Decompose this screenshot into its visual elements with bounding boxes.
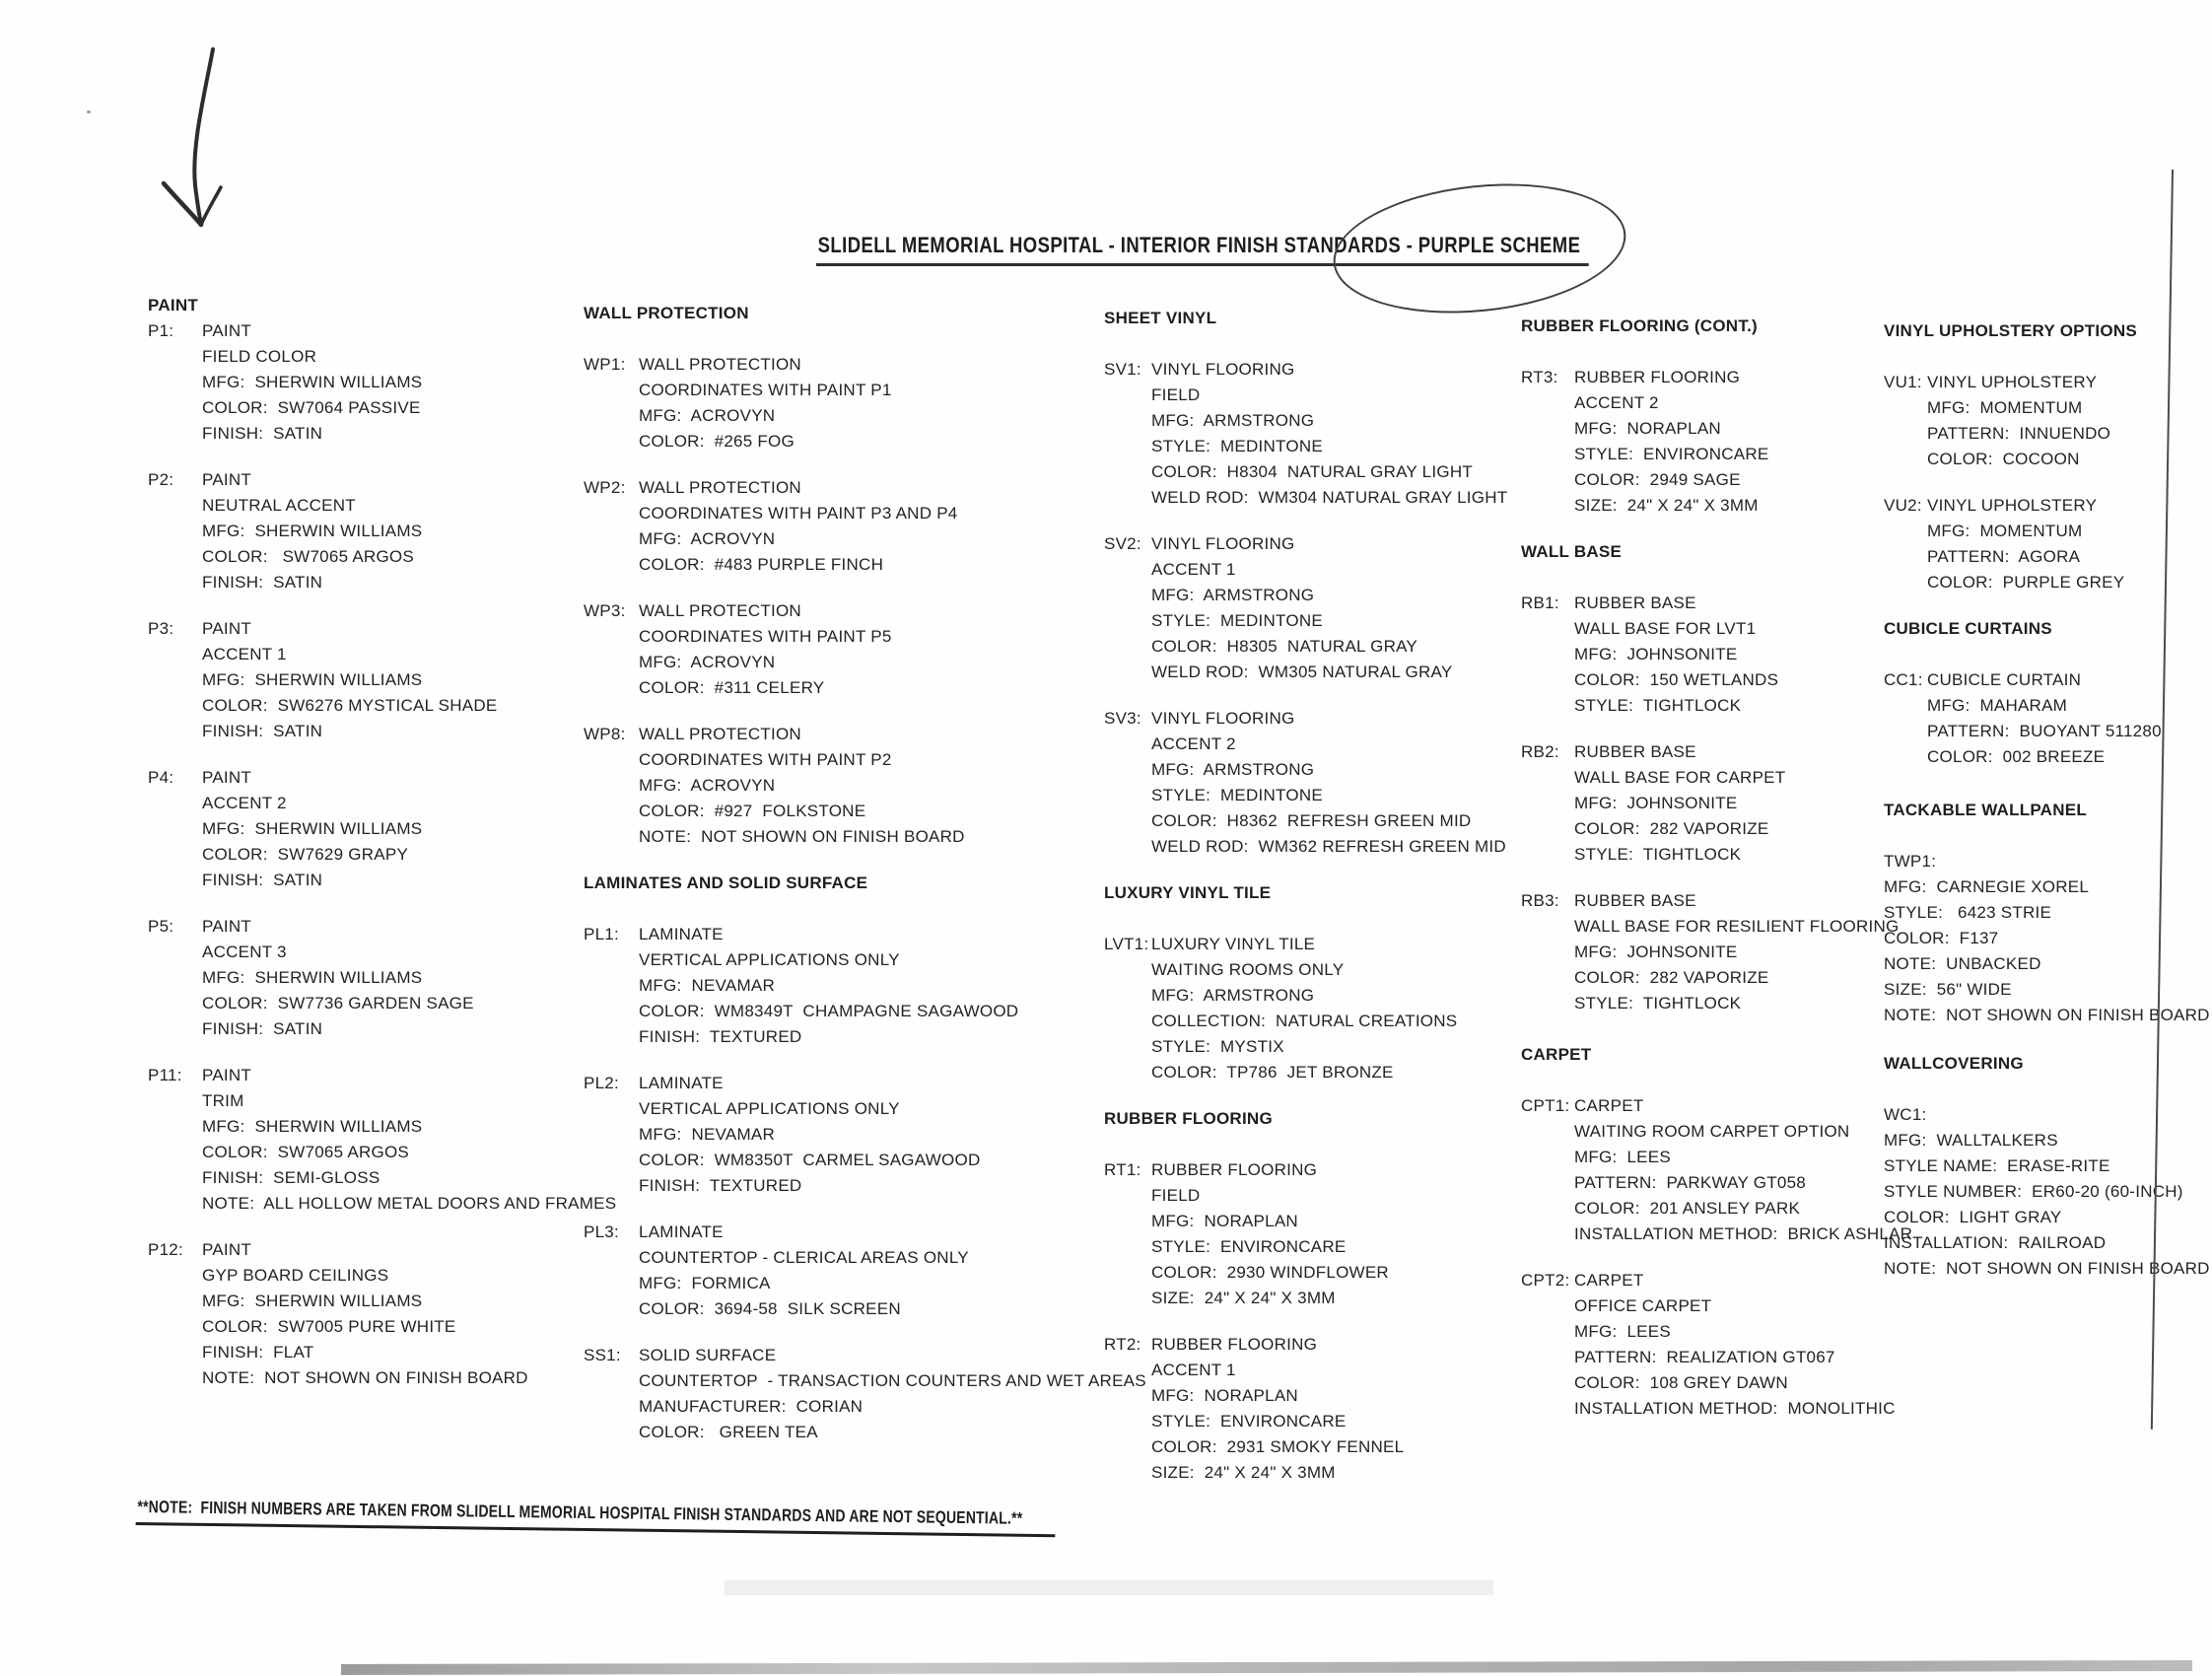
item-line: ACCENT 3 [202,943,287,961]
item-line: COLOR: SW7629 GRAPY [202,845,409,864]
spec-column [1521,314,1935,1442]
item-line: NOTE: NOT SHOWN ON FINISH BOARD [1884,1259,2210,1278]
spec-item [1884,493,2211,595]
item-line: WALL PROTECTION [639,725,801,743]
item-line: RUBBER BASE [1574,742,1696,761]
section-heading: WALL BASE [1521,542,1623,561]
item-line: MFG: SHERWIN WILLIAMS [202,968,423,987]
spec-item [1104,706,1565,860]
item-line: ACCENT 2 [1574,393,1659,412]
item-line: COLOR: 2949 SAGE [1574,470,1741,489]
item-lines [1927,493,2211,595]
item-line: FINISH: TEXTURED [639,1176,802,1195]
item-id: WP8: [584,725,626,743]
spec-item [148,318,626,447]
item-line: STYLE: TIGHTLOCK [1574,696,1742,715]
item-lines [639,722,1081,850]
spec-item [148,1063,626,1217]
spec-item [148,914,626,1042]
spec-item [148,765,626,893]
spec-section [1884,318,2211,595]
item-id: CC1: [1884,670,1923,689]
spec-item [1104,932,1565,1085]
item-lines [639,922,1081,1050]
item-id: P12: [148,1240,183,1259]
section-heading: CARPET [1521,1045,1592,1064]
item-lines [1151,1332,1565,1486]
item-line: STYLE: MYSTIX [1151,1037,1284,1056]
item-line: PATTERN: REALIZATION GT067 [1574,1348,1835,1366]
item-line: COLOR: 150 WETLANDS [1574,670,1779,689]
item-lines [1151,932,1565,1085]
item-id: PL3: [584,1222,619,1241]
spec-section [1104,306,1565,860]
item-line: MFG: ARMSTRONG [1151,986,1315,1005]
item-line: STYLE: TIGHTLOCK [1574,994,1742,1013]
spec-item [1884,370,2211,472]
item-line: FINISH: SATIN [202,424,323,443]
item-line: PAINT [202,619,252,638]
item-line: COLOR: #483 PURPLE FINCH [639,555,884,574]
spec-item [1521,1093,1935,1247]
item-line: COLOR: 282 VAPORIZE [1574,819,1769,838]
item-line: COLOR: 282 VAPORIZE [1574,968,1769,987]
item-line: STYLE NUMBER: ER60-20 (60-INCH) [1884,1182,2183,1201]
section-heading: RUBBER FLOORING (CONT.) [1521,316,1758,335]
item-line: COLOR: SW6276 MYSTICAL SHADE [202,696,498,715]
item-id: CPT2: [1521,1271,1570,1290]
item-line: COLOR: 2930 WINDFLOWER [1151,1263,1389,1282]
item-line: MFG: WALLTALKERS [1884,1131,2058,1150]
spec-item [584,1071,1081,1199]
item-line: SOLID SURFACE [639,1346,777,1364]
item-line: WELD ROD: WM305 NATURAL GRAY [1151,663,1453,681]
item-line: WAITING ROOMS ONLY [1151,960,1345,979]
item-line: COLOR: GREEN TEA [639,1423,818,1441]
spec-section [1104,1106,1565,1486]
item-line: COLOR: WM8349T CHAMPAGNE SAGAWOOD [639,1002,1019,1020]
section-heading: PAINT [148,296,198,314]
item-line: LAMINATE [639,1074,724,1092]
item-line: STYLE: 6423 STRIE [1884,903,2052,922]
item-line: RUBBER FLOORING [1151,1335,1318,1354]
item-line: VERTICAL APPLICATIONS ONLY [639,1099,900,1118]
item-id: WP1: [584,355,626,374]
item-line: NOTE: NOT SHOWN ON FINISH BOARD [202,1368,528,1387]
item-line: WALL PROTECTION [639,478,801,497]
item-line: STYLE: MEDINTONE [1151,611,1323,630]
spec-item [1104,357,1565,511]
item-line: COLOR: 3694-58 SILK SCREEN [639,1299,901,1318]
item-line: PATTERN: BUOYANT 511280 [1927,722,2162,740]
spec-section [1104,880,1565,1085]
spec-column [1104,306,1565,1506]
item-line: ACCENT 1 [1151,1361,1236,1379]
item-id: SV1: [1104,360,1141,379]
item-line: COUNTERTOP - TRANSACTION COUNTERS AND WET AREAS [639,1371,1146,1390]
item-line: MFG: LEES [1574,1322,1671,1341]
spec-section [1884,1051,2211,1282]
item-line: PAINT [202,321,252,340]
item-line: COORDINATES WITH PAINT P5 [639,627,892,646]
item-line: MFG: ARMSTRONG [1151,411,1315,430]
item-line: COLOR: F137 [1884,929,1999,947]
item-lines [1151,357,1565,511]
section-heading: RUBBER FLOORING [1104,1109,1273,1128]
item-lines [1574,1268,1935,1422]
item-lines [639,598,1081,701]
item-id: TWP1: [1884,852,1937,871]
item-lines [202,765,626,893]
item-line: COLOR: PURPLE GREY [1927,573,2125,592]
item-line: MFG: JOHNSONITE [1574,943,1738,961]
item-lines [1574,1093,1935,1247]
item-lines [639,1343,1146,1445]
item-lines [202,1063,626,1217]
item-lines [202,914,626,1042]
item-line: ACCENT 1 [202,645,287,663]
item-line: WALL BASE FOR CARPET [1574,768,1786,787]
spec-section [148,293,626,1391]
item-lines [1151,531,1565,685]
item-line: GYP BOARD CEILINGS [202,1266,389,1285]
spec-section [584,301,1081,850]
item-id: P5: [148,917,174,936]
spec-item [148,1237,626,1391]
spec-item [1521,1268,1935,1422]
spec-item [584,1220,1081,1322]
section-heading: SHEET VINYL [1104,309,1217,327]
item-line: LAMINATE [639,925,724,943]
item-id: P1: [148,321,174,340]
item-line: MFG: ACROVYN [639,406,776,425]
item-line: WALL PROTECTION [639,355,801,374]
item-line: COLOR: SW7065 ARGOS [202,1143,410,1161]
item-line: MFG: MOMENTUM [1927,398,2083,417]
item-line: MFG: JOHNSONITE [1574,645,1738,663]
item-line: WAITING ROOM CARPET OPTION [1574,1122,1850,1141]
item-id: RT1: [1104,1160,1141,1179]
item-line: MFG: MAHARAM [1927,696,2068,715]
item-line: MFG: SHERWIN WILLIAMS [202,522,423,540]
item-line: PAINT [202,1240,252,1259]
item-line: PAINT [202,917,252,936]
item-line: VERTICAL APPLICATIONS ONLY [639,950,900,969]
spec-item [1104,531,1565,685]
item-line: WALL BASE FOR LVT1 [1574,619,1757,638]
item-line: PATTERN: PARKWAY GT058 [1574,1173,1806,1192]
item-line: MFG: ACROVYN [639,529,776,548]
item-line: FINISH: SATIN [202,871,323,889]
item-line: WALL BASE FOR RESILIENT FLOORING [1574,917,1900,936]
item-id: RB3: [1521,891,1559,910]
item-line: CARPET [1574,1271,1644,1290]
item-line: FINISH: SATIN [202,722,323,740]
spec-item [584,722,1081,850]
item-line: MFG: CARNEGIE XOREL [1884,877,2090,896]
item-lines [1884,1128,2211,1282]
item-id: WP2: [584,478,626,497]
section-heading: WALL PROTECTION [584,304,749,322]
item-line: LUXURY VINYL TILE [1151,935,1316,953]
item-line: COLOR: COCOON [1927,450,2080,468]
item-line: MFG: LEES [1574,1148,1671,1166]
item-line: VINYL UPHOLSTERY [1927,496,2098,515]
section-heading: LAMINATES AND SOLID SURFACE [584,873,868,892]
item-lines [639,1220,1081,1322]
item-id: LVT1: [1104,935,1149,953]
scan-band-artifact [341,1660,2192,1675]
item-line: MFG: ARMSTRONG [1151,760,1315,779]
item-line: STYLE: ENVIRONCARE [1151,1237,1347,1256]
section-heading: VINYL UPHOLSTERY OPTIONS [1884,321,2137,340]
item-id: P2: [148,470,174,489]
section-heading: WALLCOVERING [1884,1054,2024,1073]
item-line: STYLE: TIGHTLOCK [1574,845,1742,864]
item-lines [1151,706,1565,860]
item-line: MFG: SHERWIN WILLIAMS [202,1117,423,1136]
item-lines [1151,1157,1565,1311]
scan-band-artifact [725,1580,1493,1595]
item-line: OFFICE CARPET [1574,1296,1712,1315]
item-line: VINYL FLOORING [1151,534,1295,553]
spec-item [148,616,626,744]
item-line: STYLE NAME: ERASE-RITE [1884,1156,2110,1175]
item-line: COLOR: SW7736 GARDEN SAGE [202,994,474,1013]
item-line: FINISH: SATIN [202,1019,323,1038]
item-line: COLOR: H8305 NATURAL GRAY [1151,637,1418,656]
handdrawn-arrow-mark [136,37,264,244]
item-id: WC1: [1884,1105,1927,1124]
item-line: STYLE: ENVIRONCARE [1151,1412,1347,1431]
spec-item [584,598,1081,701]
item-line: COLOR: H8304 NATURAL GRAY LIGHT [1151,462,1473,481]
item-line: NOTE: NOT SHOWN ON FINISH BOARD [639,827,965,846]
item-line: COLOR: 201 ANSLEY PARK [1574,1199,1801,1218]
item-lines [202,467,626,595]
item-id: P4: [148,768,174,787]
item-line: WELD ROD: WM304 NATURAL GRAY LIGHT [1151,488,1508,507]
item-line: NOTE: ALL HOLLOW METAL DOORS AND FRAMES [202,1194,617,1213]
item-lines [1574,739,1935,868]
item-line: MFG: ARMSTRONG [1151,586,1315,604]
item-id: CPT1: [1521,1096,1570,1115]
item-line: COLOR: 108 GREY DAWN [1574,1373,1788,1392]
item-lines [1927,667,2211,770]
item-lines [202,318,626,447]
item-line: SIZE: 24" X 24" X 3MM [1151,1289,1336,1307]
item-line: COLLECTION: NATURAL CREATIONS [1151,1012,1458,1030]
item-lines [1574,888,1935,1016]
spec-section [1521,539,1935,1016]
item-line: FINISH: SEMI-GLOSS [202,1168,380,1187]
item-line: FIELD [1151,385,1201,404]
item-lines [1574,591,1935,719]
item-line: NOTE: NOT SHOWN ON FINISH BOARD [1884,1006,2210,1024]
item-line: VINYL FLOORING [1151,709,1295,728]
item-line: ACCENT 2 [1151,734,1236,753]
item-line: INSTALLATION METHOD: BRICK ASHLAR [1574,1224,1913,1243]
item-line: COORDINATES WITH PAINT P1 [639,381,892,399]
item-line: WALL PROTECTION [639,601,801,620]
item-line: PATTERN: INNUENDO [1927,424,2111,443]
item-line: RUBBER BASE [1574,891,1696,910]
item-line: MFG: SHERWIN WILLIAMS [202,373,423,391]
item-line: FINISH: TEXTURED [639,1027,802,1046]
item-line: STYLE: ENVIRONCARE [1574,445,1769,463]
spec-item [1521,888,1935,1016]
spec-item [1104,1332,1565,1486]
item-line: SIZE: 24" X 24" X 3MM [1574,496,1759,515]
item-line: MFG: ACROVYN [639,776,776,795]
scan-speck-artifact [87,110,91,113]
item-line: VINYL UPHOLSTERY [1927,373,2098,391]
item-line: INSTALLATION: RAILROAD [1884,1233,2107,1252]
item-line: COLOR: SW7065 ARGOS [202,547,414,566]
item-id: SV3: [1104,709,1141,728]
item-line: NEUTRAL ACCENT [202,496,356,515]
item-line: COLOR: TP786 JET BRONZE [1151,1063,1394,1082]
section-heading: TACKABLE WALLPANEL [1884,801,2087,819]
spec-item [584,352,1081,454]
item-line: COLOR: 2931 SMOKY FENNEL [1151,1437,1405,1456]
item-line: ACCENT 1 [1151,560,1236,579]
item-line: MFG: FORMICA [639,1274,771,1292]
item-id: SV2: [1104,534,1141,553]
item-line: LAMINATE [639,1222,724,1241]
item-line: MFG: MOMENTUM [1927,522,2083,540]
item-line: FINISH: FLAT [202,1343,314,1362]
item-line: PAINT [202,768,252,787]
item-lines [202,616,626,744]
item-id: VU2: [1884,496,1922,515]
item-line: MFG: SHERWIN WILLIAMS [202,819,423,838]
item-line: MFG: NEVAMAR [639,1125,775,1144]
section-heading: CUBICLE CURTAINS [1884,619,2052,638]
spec-item [148,467,626,595]
item-line: NOTE: UNBACKED [1884,954,2041,973]
item-line: SIZE: 56" WIDE [1884,980,2012,999]
item-line: ACCENT 2 [202,794,287,812]
item-lines [202,1237,626,1391]
spec-item [1884,1102,2211,1282]
item-line: MFG: NORAPLAN [1574,419,1721,438]
item-line: MFG: NEVAMAR [639,976,775,995]
item-lines [639,475,1081,578]
item-line: COLOR: H8362 REFRESH GREEN MID [1151,811,1472,830]
page-title: SLIDELL MEMORIAL HOSPITAL - INTERIOR FINISH STANDARDS - PURPLE SCHEME [816,233,1589,266]
item-line: COORDINATES WITH PAINT P3 AND P4 [639,504,958,523]
item-id: WP3: [584,601,626,620]
item-id: RT2: [1104,1335,1141,1354]
item-lines [639,1071,1081,1199]
item-line: VINYL FLOORING [1151,360,1295,379]
item-line: COLOR: #311 CELERY [639,678,825,697]
item-line: PATTERN: AGORA [1927,547,2081,566]
item-line: MFG: ACROVYN [639,653,776,671]
item-line: FIELD COLOR [202,347,317,366]
item-id: VU1: [1884,373,1922,391]
item-id: PL1: [584,925,619,943]
item-line: INSTALLATION METHOD: MONOLITHIC [1574,1399,1896,1418]
item-line: COLOR: SW7064 PASSIVE [202,398,421,417]
item-line: TRIM [202,1091,244,1110]
item-line: COLOR: SW7005 PURE WHITE [202,1317,456,1336]
spec-item [584,475,1081,578]
spec-item [1521,365,1935,519]
item-line: MFG: SHERWIN WILLIAMS [202,1292,423,1310]
item-line: STYLE: MEDINTONE [1151,437,1323,455]
item-line: MANUFACTURER: CORIAN [639,1397,864,1416]
item-line: FINISH: SATIN [202,573,323,592]
item-line: PAINT [202,1066,252,1084]
item-line: MFG: NORAPLAN [1151,1386,1298,1405]
item-line: MFG: SHERWIN WILLIAMS [202,670,423,689]
item-line: COLOR: WM8350T CARMEL SAGAWOOD [639,1151,981,1169]
section-heading: LUXURY VINYL TILE [1104,883,1272,902]
item-id: PL2: [584,1074,619,1092]
item-id: RB2: [1521,742,1559,761]
spec-column [148,293,626,1412]
item-line: RUBBER FLOORING [1574,368,1741,386]
item-lines [1884,874,2211,1028]
item-line: COLOR: LIGHT GRAY [1884,1208,2062,1226]
item-id: RT3: [1521,368,1558,386]
spec-section [1521,314,1935,519]
item-line: CUBICLE CURTAIN [1927,670,2082,689]
item-line: WELD ROD: WM362 REFRESH GREEN MID [1151,837,1506,856]
item-id: RB1: [1521,594,1559,612]
item-line: STYLE: MEDINTONE [1151,786,1323,804]
item-line: SIZE: 24" X 24" X 3MM [1151,1463,1336,1482]
item-id: P11: [148,1066,182,1084]
item-line: CARPET [1574,1096,1644,1115]
item-line: COLOR: #265 FOG [639,432,795,451]
item-line: COLOR: 002 BREEZE [1927,747,2106,766]
item-line: RUBBER FLOORING [1151,1160,1318,1179]
item-line: PAINT [202,470,252,489]
item-line: FIELD [1151,1186,1201,1205]
item-line: COLOR: #927 FOLKSTONE [639,802,866,820]
spec-item [1884,849,2211,1028]
item-line: MFG: NORAPLAN [1151,1212,1298,1230]
spec-item [1521,739,1935,868]
item-lines [1574,365,1935,519]
item-line: RUBBER BASE [1574,594,1696,612]
spec-item [1104,1157,1565,1311]
spec-item [584,922,1081,1050]
footer-note: **NOTE: FINISH NUMBERS ARE TAKEN FROM SLIDELL MEMORIAL HOSPITAL FINISH STANDARDS AND ARE NOT SEQUENTIAL.** [136,1497,1056,1537]
item-line: COUNTERTOP - CLERICAL AREAS ONLY [639,1248,969,1267]
item-lines [639,352,1081,454]
item-line: MFG: JOHNSONITE [1574,794,1738,812]
item-line: COORDINATES WITH PAINT P2 [639,750,892,769]
spec-item [1521,591,1935,719]
item-id: SS1: [584,1346,621,1364]
item-id: P3: [148,619,174,638]
spec-section [1521,1042,1935,1422]
